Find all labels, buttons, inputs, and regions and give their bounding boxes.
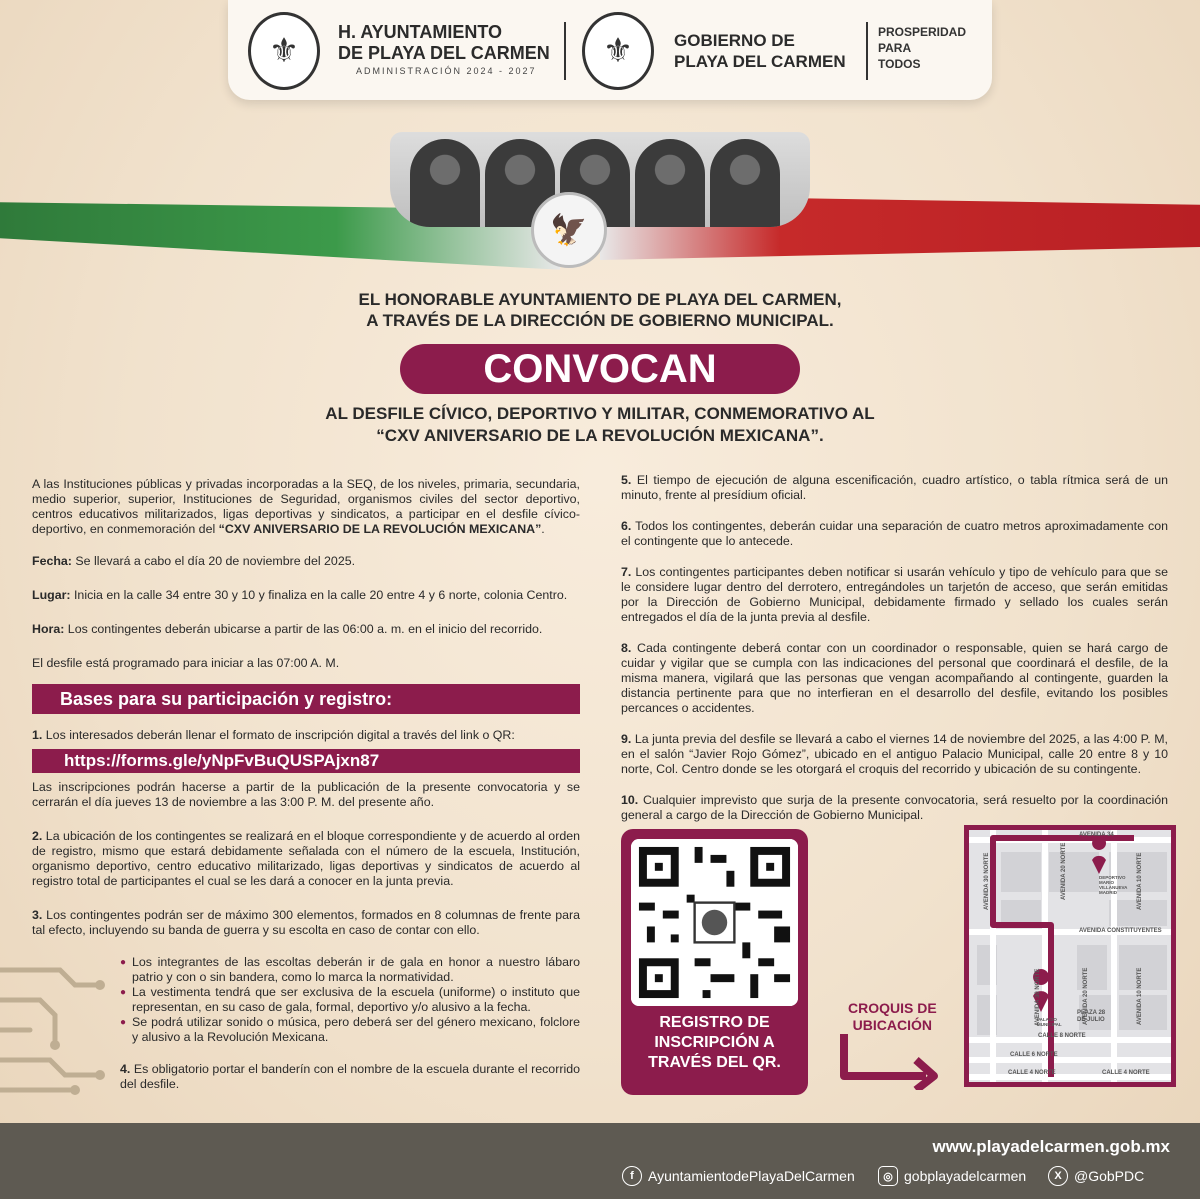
x-link[interactable] <box>1048 1166 1144 1186</box>
ayuntamiento-title <box>338 22 550 64</box>
bullet-escoltas: ● Los integrantes de las escoltas deberán ir de gala en honor a nuestro lábaro patrio y con o sin bandera, como lo marca la normatividad. <box>120 955 580 985</box>
lugar-label: Lugar: <box>32 588 71 602</box>
inicio-text: El desfile está programado para iniciar a las 07:00 A. M. <box>32 656 340 670</box>
street-calle-6-norte: CALLE 6 NORTE <box>1010 1052 1058 1058</box>
base-4 <box>120 1062 580 1092</box>
slogan-line1: PROSPERIDAD <box>878 25 967 39</box>
croquis-label <box>848 1000 937 1034</box>
inscripciones-text: Las inscripciones podrán hacerse a partir de la publicación de la presente convocatoria y se cerrarán el día jueves 13 de noviembre a las 3:00 P. M. del presente año. <box>32 780 580 809</box>
qr-code-icon <box>631 839 798 1006</box>
fecha-label: Fecha: <box>32 554 72 568</box>
street-calle-4-norte: CALLE 4 NORTE <box>1008 1070 1056 1076</box>
arrow-right-icon <box>836 1030 946 1090</box>
gobierno-line1: GOBIERNO DE <box>674 31 795 50</box>
landmark-palacio-municipal: PALACIO MUNICIPAL <box>1037 1017 1062 1027</box>
base-5-text: El tiempo de ejecución de alguna escenificación, cuadro artístico, o tabla rítmica será de un minuto, frente al presídium oficial. <box>621 473 1168 502</box>
divider <box>866 22 868 80</box>
qr-caption-line3: TRAVÉS DEL QR. <box>648 1054 781 1071</box>
x-icon: X <box>1048 1166 1068 1186</box>
street-calle-8-norte: CALLE 8 NORTE <box>1038 1033 1086 1039</box>
fecha-text: Se llevará a cabo el día 20 de noviembre del 2025. <box>71 554 356 568</box>
base-number: 3. <box>32 908 43 922</box>
base-1-text: Los interesados deberán llenar el formato de inscripción digital a través del link o QR: <box>42 728 515 742</box>
base-number: 8. <box>621 641 632 655</box>
hora-label: Hora: <box>32 622 65 636</box>
subtitle-line2: “CXV ANIVERSARIO DE LA REVOLUCIÓN MEXICANA”. <box>376 426 824 445</box>
instagram-icon: ◎ <box>878 1166 898 1186</box>
base-number: 10. <box>621 793 639 807</box>
intro-line2: A TRAVÉS DE LA DIRECCIÓN DE GOBIERNO MUNICIPAL. <box>366 311 834 330</box>
street-avenida-10-norte: AVENIDA 10 NORTE <box>1137 852 1143 910</box>
gobierno-line2: PLAYA DEL CARMEN <box>674 52 846 71</box>
street-avenida-30-norte-south: AVENIDA 30 NORTE <box>1035 968 1041 1026</box>
base-2-text: La ubicación de los contingentes se realizará en el bloque correspondiente y de acuerdo al orden de registro, mismo que estará debidamente señalada con el número de la escuela, Institución, organismo deportivo, centro educativo militarizado, ligas deportivas y sindicatos de acuerdo al registro total de participantes el cual se les dará a conocer en la junta previa. <box>32 829 580 888</box>
ayuntamiento-seal-icon: ⚜ <box>248 12 320 90</box>
bullet-musica: ● Se podrá utilizar sonido o música, pero deberá ser del género mexicano, folclore y alusivo a la Revolución Mexicana. <box>120 1015 580 1045</box>
bullet-vestimenta: ● La vestimenta tendrá que ser exclusiva de la escuela (uniforme) o instituto que representan, en su caso de gala, formal, deportivo y/o alusivo a la fecha. <box>120 985 580 1015</box>
facebook-icon: f <box>622 1166 642 1186</box>
landmark-plaza-28-julio: PLAZA 28 DE JULIO <box>1077 1010 1106 1023</box>
base-number: 1. <box>32 728 43 742</box>
qr-code[interactable] <box>631 839 798 1006</box>
divider <box>564 22 566 80</box>
ayuntamiento-line1: H. AYUNTAMIENTO <box>338 22 503 42</box>
lugar-text: Inicia en la calle 34 entre 30 y 10 y finaliza en la calle 20 entre 4 y 6 norte, colonia Centro. <box>70 588 568 602</box>
base-7-text: Los contingentes participantes deben notificar si usarán vehículo y tipo de vehículo para que se le considere lugar dentro del derrotero, entregándoles un tarjetón de acceso, que serán emitidas por la Dirección de Gobierno Municipal, debidamente firmado y sellado los cuales serán entregados el día de la junta previa al desfile. <box>621 565 1168 624</box>
base-6-text: Todos los contingentes, deberán cuidar una separación de cuatro metros aproximadamente con el contingente que lo antecede. <box>621 519 1168 548</box>
croquis-line2: UBICACIÓN <box>852 1017 933 1033</box>
slogan-line2: PARA <box>878 41 912 55</box>
landmark-deportivo: DEPORTIVO MARIO VILLANUEVA MADRID <box>1099 875 1128 895</box>
website-link[interactable]: www.playadelcarmen.gob.mx <box>932 1137 1170 1156</box>
left-column-top <box>32 477 580 671</box>
x-handle: @GobPDC <box>1074 1168 1145 1184</box>
slogan <box>878 24 966 72</box>
instagram-link[interactable] <box>878 1166 1026 1186</box>
instagram-handle: gobplayadelcarmen <box>904 1168 1027 1184</box>
facebook-link[interactable] <box>622 1166 855 1186</box>
hora-paragraph <box>32 622 580 637</box>
street-avenida-20-norte: AVENIDA 20 NORTE <box>1061 842 1067 900</box>
lugar-paragraph <box>32 588 580 603</box>
qr-caption <box>621 1013 808 1073</box>
base-number: 6. <box>621 519 632 533</box>
base-8-text: Cada contingente deberá contar con un coordinador o responsable, quien se hará cargo de cuidar y vigilar que se cumpla con las indicaciones del personal que coordinará el desfile, de la misma manera, vigilará que las personas que vengan acompañando al contingente, guarden la distancia pertinente para que no interfieran en el desarrollo del desfile, evitando los posibles percances o accidentes. <box>621 641 1168 715</box>
administracion-text: ADMINISTRACIÓN 2024 - 2027 <box>356 66 537 76</box>
portrait <box>710 139 780 227</box>
hora-text: Los contingentes deberán ubicarse a partir de las 06:00 a. m. en el inicio del recorrido. <box>64 622 543 636</box>
street-constituyentes: AVENIDA CONSTITUYENTES <box>1079 928 1162 934</box>
qr-caption-line2: INSCRIPCIÓN A <box>654 1034 775 1051</box>
portrait <box>410 139 480 227</box>
base-3-bullets <box>120 955 580 1045</box>
base-9-text: La junta previa del desfile se llevará a cabo el viernes 14 de noviembre del 2025, a las 4:00 P. M, en el salón “Javier Rojo Gómez”, ubicado en el antiguo Palacio Municipal, calle 20 entre 8 y 10 norte, Col. Centro donde se les otorgará el croquis del recorrido y ubicación de su contingente. <box>621 732 1168 776</box>
convocan-title: CONVOCAN <box>400 344 800 394</box>
circuit-decoration-icon <box>0 960 110 1120</box>
street-avenida-30-norte: AVENIDA 30 NORTE <box>984 852 990 910</box>
base-number: 5. <box>621 473 632 487</box>
footer <box>0 1123 1200 1199</box>
street-avenida-10-norte-south: AVENIDA 10 NORTE <box>1137 967 1143 1025</box>
intro-line1: EL HONORABLE AYUNTAMIENTO DE PLAYA DEL CARMEN, <box>358 290 842 309</box>
gobierno-title <box>674 30 846 72</box>
facebook-handle: AyuntamientodePlayaDelCarmen <box>648 1168 855 1184</box>
base-10-text: Cualquier imprevisto que surja de la presente convocatoria, será resuelto por la coordinación general a cargo de la Dirección de Gobierno Municipal. <box>621 793 1168 822</box>
base-number: 4. <box>120 1062 131 1076</box>
base-1 <box>32 728 580 743</box>
base-4-text: Es obligatorio portar el banderín con el nombre de la escuela durante el recorrido del desfile. <box>120 1062 580 1091</box>
street-calle-4-norte-east: CALLE 4 NORTE <box>1102 1070 1150 1076</box>
bases-title: Bases para su participación y registro: <box>32 684 580 714</box>
route-map <box>964 825 1176 1087</box>
header <box>228 0 992 100</box>
subtitle-line1: AL DESFILE CÍVICO, DEPORTIVO Y MILITAR, CONMEMORATIVO AL <box>325 404 875 423</box>
base-3-text: Los contingentes podrán ser de máximo 300 elementos, formados en 8 columnas de frente para tal efecto, incluyendo su banda de guerra y su escolta en caso de contar con ello. <box>32 908 580 937</box>
invitation-text: A las Instituciones públicas y privadas incorporadas a la SEQ, de los niveles, primaria, secundaria, medio superior, superior, Instituciones de Seguridad, organismos civiles del sector deportivo, centros educativos militarizados, ligas deportivas y sindicatos, a participar en el desfile cívico-deportivo, en conmemoración del <box>32 477 580 536</box>
invitation-end: . <box>541 522 545 536</box>
croquis-line1: CROQUIS DE <box>848 1000 937 1016</box>
gobierno-seal-icon: ⚜ <box>582 12 654 90</box>
ayuntamiento-line2: DE PLAYA DEL CARMEN <box>338 43 550 63</box>
qr-registration-box <box>621 829 808 1095</box>
base-number: 9. <box>621 732 632 746</box>
portrait <box>635 139 705 227</box>
left-column-bottom <box>32 780 580 938</box>
street-avenida-34: AVENIDA 34 <box>1079 832 1114 838</box>
invitation-anniversary: “CXV ANIVERSARIO DE LA REVOLUCIÓN MEXICANA” <box>218 522 542 536</box>
right-column <box>621 473 1168 823</box>
base-number: 7. <box>621 565 632 579</box>
fecha-paragraph <box>32 554 580 569</box>
qr-caption-line1: REGISTRO DE <box>659 1014 770 1031</box>
street-avenida-20-norte-south: AVENIDA 20 NORTE <box>1083 967 1089 1025</box>
invitation-paragraph <box>32 477 580 537</box>
national-emblem-icon: 🦅 <box>531 192 607 268</box>
slogan-line3: TODOS <box>878 57 921 71</box>
registration-link[interactable]: https://forms.gle/yNpFvBuQUSPAjxn87 <box>32 749 580 773</box>
base-number: 2. <box>32 829 43 843</box>
